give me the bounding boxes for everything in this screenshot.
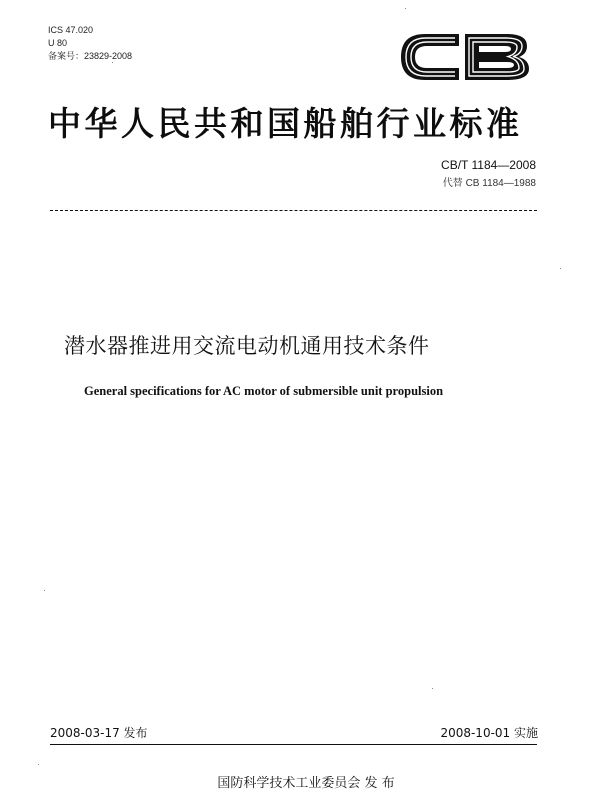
scan-speck [432,688,433,689]
implementation-date: 2008-10-01 实施 [440,726,538,740]
document-title-en: General specifications for AC motor of submersible unit propulsion [84,384,444,398]
scan-speck [405,8,406,9]
bottom-divider [50,744,537,745]
scan-speck [560,268,561,269]
scan-speck [44,590,45,591]
issue-date: 2008-03-17 发布 [50,726,148,740]
publisher: 国防科学技术工业委员会 发 布 [217,776,395,791]
cb-logo-graphic [387,22,537,92]
ccs-code: U 80 [48,38,68,48]
standard-number: CB/T 1184—2008 [441,158,536,172]
main-title: 中华人民共和国船舶行业标准 [48,104,523,143]
scan-speck [112,62,113,63]
replaces-note: 代替 CB 1184—1988 [442,178,536,189]
ics-code: ICS 47.020 [48,25,94,35]
top-divider [50,210,537,211]
scan-speck [38,764,39,765]
cb-logo [387,22,537,92]
record-number: 备案号：23829-2008 [48,51,133,61]
document-title-zh: 潜水器推进用交流电动机通用技术条件 [64,334,430,358]
